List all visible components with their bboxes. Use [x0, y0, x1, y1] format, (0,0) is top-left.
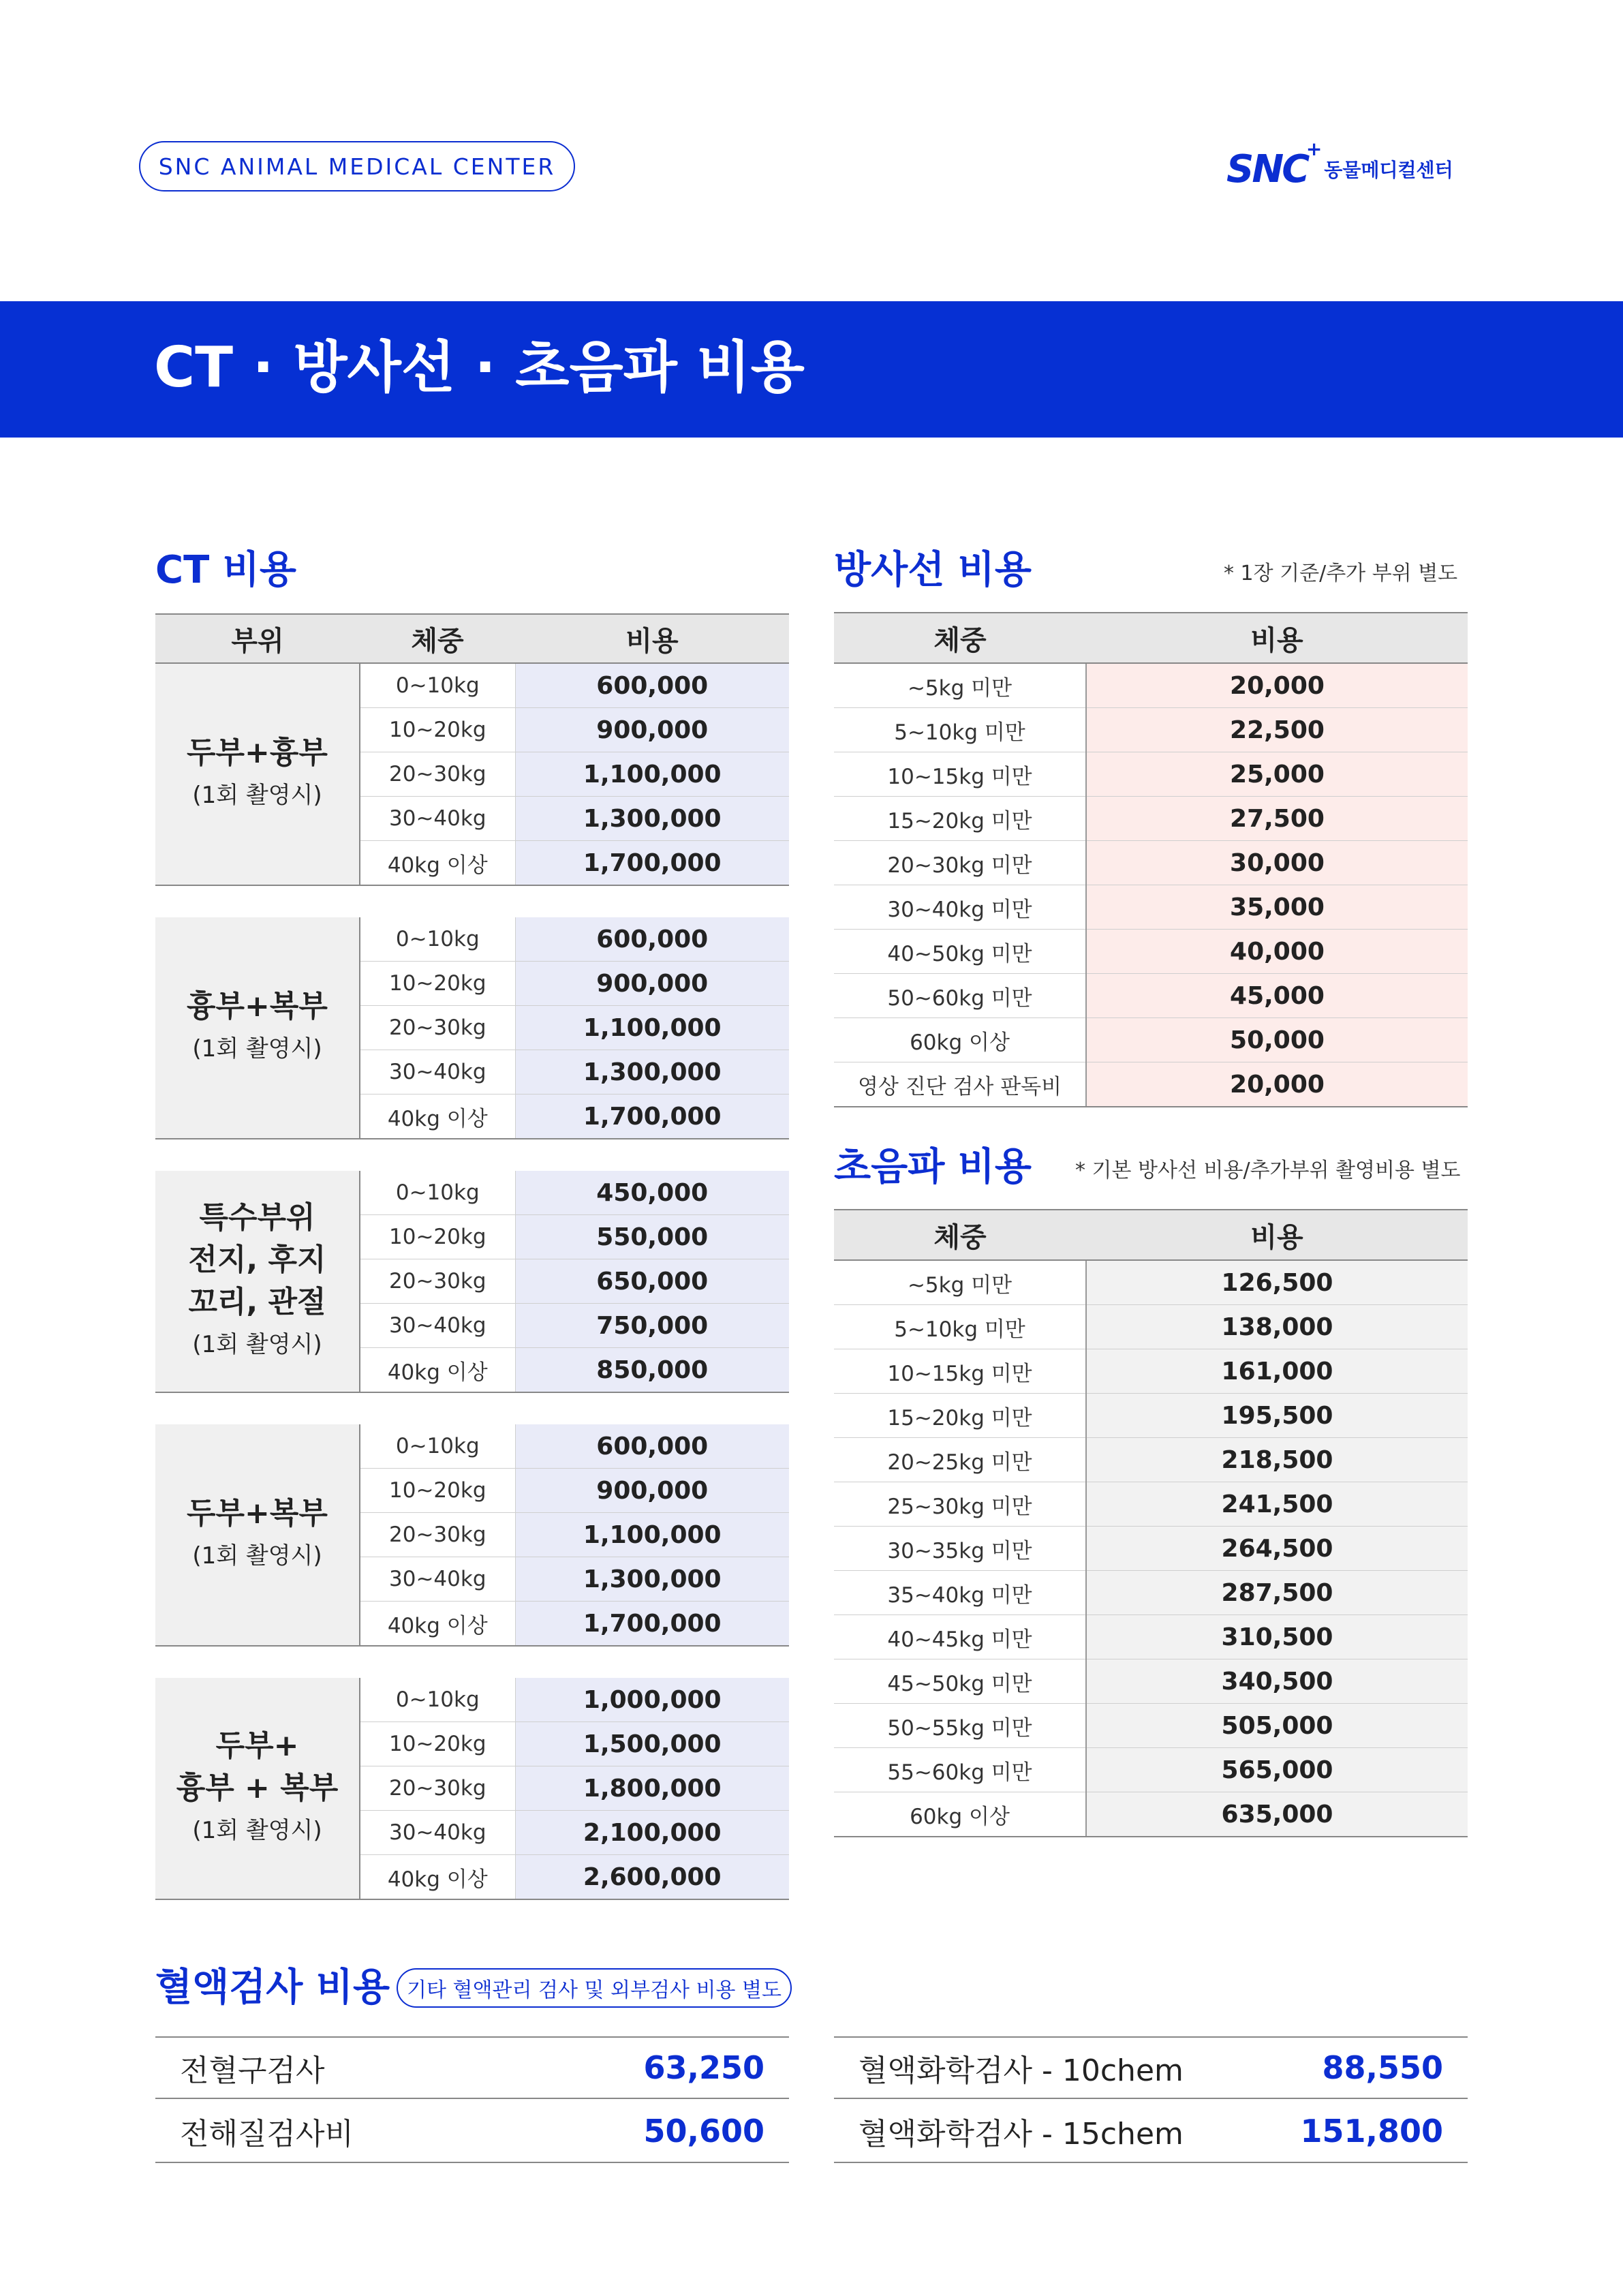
ct-weight-cell: 40kg 이상: [360, 1095, 515, 1139]
xray-weight-cell: 20~30kg 미만: [834, 841, 1086, 885]
ct-header-cost: 비용: [515, 614, 789, 663]
ct-weight-cell: 20~30kg: [360, 1766, 515, 1811]
blood-item-value: 50,600: [643, 2113, 764, 2149]
ct-weight-cell: 30~40kg: [360, 1557, 515, 1602]
xray-cost-cell: 35,000: [1086, 885, 1468, 930]
ct-section-title: CT 비용: [155, 548, 296, 592]
ultrasound-row: [834, 1527, 1468, 1571]
xray-weight-cell: 50~60kg 미만: [834, 974, 1086, 1018]
ultrasound-weight-cell: 55~60kg 미만: [834, 1748, 1086, 1792]
xray-weight-cell: 15~20kg 미만: [834, 797, 1086, 841]
xray-row: [834, 841, 1468, 885]
ct-part-sub: (1회 촬영시): [192, 1817, 322, 1844]
ct-part-cell: [155, 1424, 360, 1646]
ct-spacer-cell: [155, 1392, 789, 1424]
ct-weight-cell: 30~40kg: [360, 1050, 515, 1095]
ct-weight-cell: 0~10kg: [360, 1424, 515, 1469]
ultrasound-weight-cell: 30~35kg 미만: [834, 1527, 1086, 1571]
blood-item-label: 전혈구검사: [180, 2053, 325, 2088]
xray-cost-cell: 20,000: [1086, 1062, 1468, 1107]
ultrasound-row: [834, 1571, 1468, 1615]
ultrasound-weight-cell: 60kg 이상: [834, 1792, 1086, 1837]
ultrasound-row: [834, 1305, 1468, 1349]
ct-cost-cell: 1,800,000: [515, 1766, 789, 1811]
ct-weight-cell: 20~30kg: [360, 1006, 515, 1050]
xray-cost-cell: 22,500: [1086, 708, 1468, 752]
xray-header-cost: 비용: [1086, 613, 1468, 663]
ultrasound-weight-cell: 40~45kg 미만: [834, 1615, 1086, 1659]
ultrasound-weight-cell: 25~30kg 미만: [834, 1482, 1086, 1527]
ct-part-sub: (1회 촬영시): [192, 1035, 322, 1062]
ct-row: [155, 917, 789, 962]
center-name-pill: [139, 141, 575, 192]
ct-cost-cell: 1,700,000: [515, 1095, 789, 1139]
ultrasound-cost-cell: 565,000: [1086, 1748, 1468, 1792]
ct-cost-cell: 2,100,000: [515, 1811, 789, 1855]
plus-icon: +: [1305, 137, 1320, 160]
xray-header-weight: 체중: [834, 613, 1086, 663]
logo-text: 동물메디컬센터: [1324, 159, 1453, 181]
xray-cost-cell: 40,000: [1086, 930, 1468, 974]
blood-item-label: 전해질검사비: [180, 2117, 354, 2152]
blood-section-title: 혈액검사 비용: [155, 1965, 390, 2010]
ct-part-sub: (1회 촬영시): [192, 1542, 322, 1570]
xray-row: [834, 1018, 1468, 1062]
ct-row: [155, 663, 789, 708]
ultrasound-row: [834, 1349, 1468, 1394]
ct-part-cell: [155, 663, 360, 885]
ct-weight-cell: 30~40kg: [360, 1811, 515, 1855]
ct-part-name: 두부+복부: [187, 1496, 328, 1531]
xray-cost-cell: 27,500: [1086, 797, 1468, 841]
ct-cost-cell: 850,000: [515, 1348, 789, 1393]
ultrasound-cost-cell: 287,500: [1086, 1571, 1468, 1615]
xray-cost-table: [834, 612, 1468, 1107]
ultrasound-row: [834, 1394, 1468, 1438]
xray-weight-cell: 40~50kg 미만: [834, 930, 1086, 974]
ct-part-cell: [155, 1678, 360, 1899]
ct-group-spacer: [155, 1392, 789, 1424]
ultrasound-row: [834, 1748, 1468, 1792]
ct-part-name: 흉부 + 복부: [176, 1771, 339, 1805]
ultrasound-cost-cell: 138,000: [1086, 1305, 1468, 1349]
xray-weight-cell: 10~15kg 미만: [834, 752, 1086, 797]
xray-weight-cell: 30~40kg 미만: [834, 885, 1086, 930]
xray-cost-cell: 50,000: [1086, 1018, 1468, 1062]
ultrasound-cost-cell: 635,000: [1086, 1792, 1468, 1837]
ultrasound-section-title: 초음파 비용: [834, 1145, 1032, 1189]
xray-row: [834, 974, 1468, 1018]
ultrasound-weight-cell: 20~25kg 미만: [834, 1438, 1086, 1482]
xray-row: [834, 663, 1468, 708]
ct-cost-cell: 1,700,000: [515, 1602, 789, 1647]
ultrasound-weight-cell: 5~10kg 미만: [834, 1305, 1086, 1349]
ct-cost-cell: 650,000: [515, 1259, 789, 1304]
page-title: CT · 방사선 · 초음파 비용: [154, 335, 805, 400]
ultrasound-header-weight: 체중: [834, 1210, 1086, 1260]
ct-weight-cell: 10~20kg: [360, 708, 515, 752]
ultrasound-cost-cell: 310,500: [1086, 1615, 1468, 1659]
ct-weight-cell: 30~40kg: [360, 1304, 515, 1348]
ultrasound-header-cost: 비용: [1086, 1210, 1468, 1260]
ultrasound-weight-cell: 45~50kg 미만: [834, 1659, 1086, 1704]
ultrasound-cost-cell: 195,500: [1086, 1394, 1468, 1438]
ultrasound-weight-cell: 10~15kg 미만: [834, 1349, 1086, 1394]
ultrasound-row: [834, 1615, 1468, 1659]
ct-cost-cell: 1,100,000: [515, 1513, 789, 1557]
blood-item-chem10: [834, 2036, 1468, 2099]
ct-cost-cell: 1,000,000: [515, 1678, 789, 1722]
xray-weight-cell: 영상 진단 검사 판독비: [834, 1062, 1086, 1107]
blood-note: 기타 혈액관리 검사 및 외부검사 비용 별도: [407, 1978, 782, 2002]
ct-cost-cell: 1,300,000: [515, 797, 789, 841]
ultrasound-cost-cell: 218,500: [1086, 1438, 1468, 1482]
ct-spacer-cell: [155, 1646, 789, 1678]
logo-mark: SNC +: [1226, 137, 1320, 192]
ct-weight-cell: 30~40kg: [360, 797, 515, 841]
xray-row: [834, 752, 1468, 797]
blood-item-chem15: [834, 2100, 1468, 2163]
ct-weight-cell: 0~10kg: [360, 1678, 515, 1722]
ct-part-name: 꼬리, 관절: [188, 1285, 326, 1319]
ultrasound-cost-cell: 505,000: [1086, 1704, 1468, 1748]
blood-item-label: 혈액화학검사 - 15chem: [859, 2117, 1184, 2152]
blood-item-label: 혈액화학검사 - 10chem: [859, 2053, 1184, 2088]
xray-weight-cell: ~5kg 미만: [834, 663, 1086, 708]
xray-cost-cell: 20,000: [1086, 663, 1468, 708]
ct-cost-cell: 1,700,000: [515, 841, 789, 886]
ultrasound-cost-table: [834, 1209, 1468, 1837]
xray-section-title: 방사선 비용: [834, 548, 1032, 592]
ct-cost-cell: 550,000: [515, 1215, 789, 1259]
ultrasound-cost-cell: 241,500: [1086, 1482, 1468, 1527]
ct-weight-cell: 40kg 이상: [360, 1602, 515, 1647]
blood-item-value: 151,800: [1300, 2113, 1443, 2149]
ct-weight-cell: 20~30kg: [360, 1259, 515, 1304]
center-name: SNC ANIMAL MEDICAL CENTER: [158, 153, 556, 180]
ct-cost-cell: 600,000: [515, 1424, 789, 1469]
ultrasound-cost-cell: 126,500: [1086, 1260, 1468, 1305]
ct-part-name: 두부+: [215, 1728, 299, 1763]
ct-cost-cell: 900,000: [515, 962, 789, 1006]
xray-weight-cell: 60kg 이상: [834, 1018, 1086, 1062]
ct-weight-cell: 10~20kg: [360, 1722, 515, 1766]
ct-weight-cell: 20~30kg: [360, 1513, 515, 1557]
ct-part-name: 두부+흉부: [187, 735, 328, 770]
xray-cost-cell: 45,000: [1086, 974, 1468, 1018]
logo: [1226, 137, 1453, 192]
ultrasound-row: [834, 1260, 1468, 1305]
ct-spacer-cell: [155, 1139, 789, 1171]
xray-note: * 1장 기준/추가 부위 별도: [1224, 562, 1458, 585]
ct-header-weight: 체중: [360, 614, 515, 663]
xray-row: [834, 885, 1468, 930]
ct-cost-cell: 1,100,000: [515, 752, 789, 797]
xray-weight-cell: 5~10kg 미만: [834, 708, 1086, 752]
ct-part-name: 흉부+복부: [187, 989, 328, 1024]
ultrasound-cost-cell: 264,500: [1086, 1527, 1468, 1571]
ct-cost-cell: 1,300,000: [515, 1557, 789, 1602]
ct-row: [155, 1424, 789, 1469]
ct-group-spacer: [155, 885, 789, 917]
ultrasound-weight-cell: 15~20kg 미만: [834, 1394, 1086, 1438]
blood-note-pill: [397, 1968, 792, 2008]
ct-part-sub: (1회 촬영시): [192, 1331, 322, 1358]
xray-row: [834, 797, 1468, 841]
ultrasound-header-row: [834, 1210, 1468, 1260]
ultrasound-row: [834, 1659, 1468, 1704]
ultrasound-weight-cell: 35~40kg 미만: [834, 1571, 1086, 1615]
ct-cost-cell: 900,000: [515, 708, 789, 752]
ct-weight-cell: 0~10kg: [360, 663, 515, 708]
ct-header-row: [155, 614, 789, 663]
ct-part-cell: [155, 1171, 360, 1392]
xray-cost-cell: 25,000: [1086, 752, 1468, 797]
ultrasound-row: [834, 1438, 1468, 1482]
ct-spacer-cell: [155, 885, 789, 917]
ct-row: [155, 1171, 789, 1215]
ct-group-spacer: [155, 1646, 789, 1678]
ct-cost-cell: 450,000: [515, 1171, 789, 1215]
ct-cost-cell: 1,300,000: [515, 1050, 789, 1095]
ct-weight-cell: 10~20kg: [360, 962, 515, 1006]
ct-weight-cell: 10~20kg: [360, 1469, 515, 1513]
xray-row: [834, 930, 1468, 974]
ultrasound-weight-cell: ~5kg 미만: [834, 1260, 1086, 1305]
ct-weight-cell: 40kg 이상: [360, 1348, 515, 1393]
ct-part-name: 전지, 후지: [188, 1242, 326, 1277]
ct-part-cell: [155, 917, 360, 1139]
ct-cost-cell: 900,000: [515, 1469, 789, 1513]
xray-cost-cell: 30,000: [1086, 841, 1468, 885]
ultrasound-row: [834, 1482, 1468, 1527]
ct-weight-cell: 10~20kg: [360, 1215, 515, 1259]
ct-cost-cell: 1,100,000: [515, 1006, 789, 1050]
ct-weight-cell: 40kg 이상: [360, 1855, 515, 1900]
ct-part-name: 특수부위: [199, 1200, 315, 1235]
xray-header-row: [834, 613, 1468, 663]
ct-group-spacer: [155, 1139, 789, 1171]
ct-weight-cell: 40kg 이상: [360, 841, 515, 886]
ultrasound-weight-cell: 50~55kg 미만: [834, 1704, 1086, 1748]
ultrasound-row: [834, 1792, 1468, 1837]
ct-weight-cell: 0~10kg: [360, 1171, 515, 1215]
xray-row: [834, 1062, 1468, 1107]
ct-cost-cell: 600,000: [515, 663, 789, 708]
ct-cost-cell: 2,600,000: [515, 1855, 789, 1900]
blood-item-value: 88,550: [1322, 2049, 1443, 2086]
ultrasound-row: [834, 1704, 1468, 1748]
ct-cost-cell: 1,500,000: [515, 1722, 789, 1766]
blood-item-value: 63,250: [643, 2049, 764, 2086]
ct-weight-cell: 20~30kg: [360, 752, 515, 797]
ultrasound-cost-cell: 340,500: [1086, 1659, 1468, 1704]
ct-cost-cell: 750,000: [515, 1304, 789, 1348]
ct-cost-cell: 600,000: [515, 917, 789, 962]
ct-part-sub: (1회 촬영시): [192, 782, 322, 809]
blood-item-electrolyte: [155, 2100, 789, 2163]
ct-row: [155, 1678, 789, 1722]
blood-item-cbc: [155, 2036, 789, 2099]
xray-row: [834, 708, 1468, 752]
ct-header-part: 부위: [155, 614, 360, 663]
ct-cost-table: [155, 613, 789, 1900]
ct-weight-cell: 0~10kg: [360, 917, 515, 962]
ultrasound-cost-cell: 161,000: [1086, 1349, 1468, 1394]
ultrasound-note: * 기본 방사선 비용/추가부위 촬영비용 별도: [1075, 1159, 1461, 1182]
